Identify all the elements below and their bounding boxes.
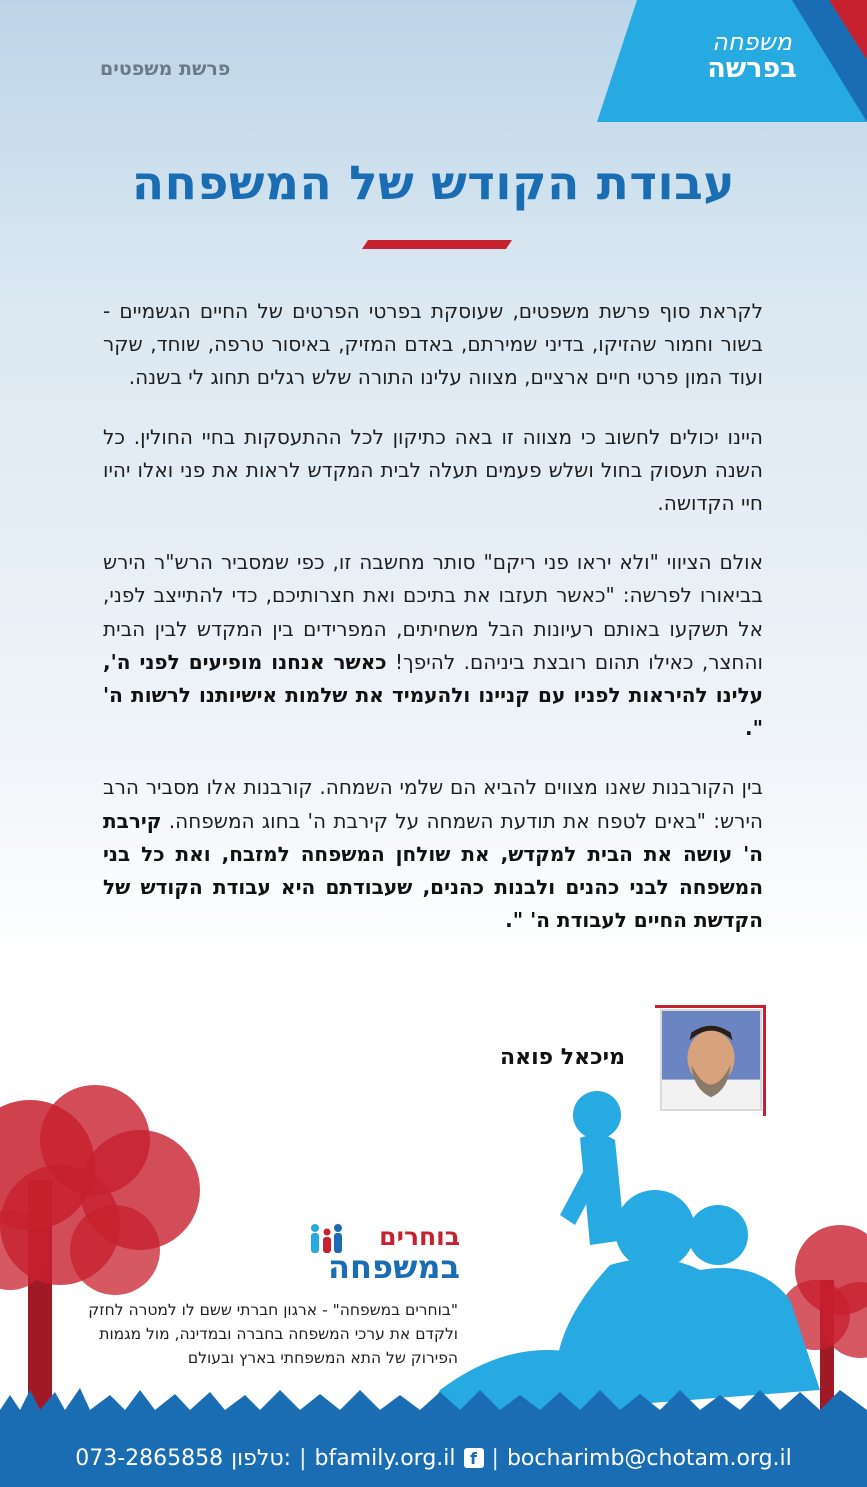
title-underline [362,240,512,249]
article-body [103,295,763,963]
parasha-label: פרשת משפטים [100,58,231,80]
paragraph-4-text: בין הקורבנות שאנו מצווים להביא הם שלמי השמחה. קורבנות אלו מסביר הרב הירש: "באים לטפח את תודעת השמחה על קירבת ה' בחוג המשפחה. [103,775,763,833]
paragraph-1: לקראת סוף פרשת משפטים, שעוסקת בפרטי הפרטים של החיים הגשמיים - בשור וחמור שהזיקו, בדיני שמירתם, באדם המזיק, באיסור טרפה, שוחד, שקר ועוד המון פרטי חיים ארציים, מצווה עלינו התורה שלש רגלים תחוג לי בשנה. [103,299,763,390]
paragraph-2: היינו יכולים לחשוב כי מצווה זו באה כתיקון לכל ההתעסקות בחיי החולין. כל השנה תעסוק בחול ושלש פעמים תעלה לבית המקדש לראות את פני ואלו יהיו חיי הקדושה. [103,424,763,516]
paragraph-3 [103,546,763,745]
paragraph-4-bold: קירבת ה' עושה את הבית למקדש, את שולחן המשפחה למזבח, ואת כל בני המשפחה לבני כהנים ולבנות כהנים, שעבודתם היא עבודת הקודש של הקדשת החיים לעבודת ה' ". [103,808,763,933]
paragraph-3-bold: כאשר אנחנו מופיעים לפני ה', עלינו להיראות לפניו עם קניינו ולהעמיד את שלמות אישיותנו לרשות ה' ". [103,649,763,741]
author-portrait-image [662,1011,760,1109]
footer-website-link[interactable]: bfamily.org.il [314,1445,456,1471]
footer-phone-label: טלפון: [231,1445,292,1471]
facebook-icon[interactable]: f [464,1448,484,1468]
page-title: עבודת הקודש של המשפחה [131,156,736,211]
brand-banner [567,0,867,122]
author-name: מיכאל פואה [500,1045,625,1070]
author-photo [660,1009,762,1111]
footer-email-link[interactable]: bocharimb@chotam.org.il [506,1445,792,1471]
paragraph-3-text: אולם הציווי "ולא יראו פני ריקם" סותר מחשבה זו, כפי שמסביר הרש"ר הירש בביאורו לפרשה: "כאשר תעזבו את בתיכם ואת חצרותיכם, כדי להתייצב לפני, אל תשקעו באותם רעיונות הבל משחיתים, המפרידים בין המקדש לבין הבית והחצר, כאילו תהום רובצת ביניהם. להיפך! [103,550,763,674]
org-logo [310,1222,460,1288]
org-logo-line2: במשפחה [328,1248,460,1286]
contact-footer [0,1429,867,1487]
org-logo-line1: בוחרים [379,1222,460,1251]
brand-line2: בפרשה [707,53,797,85]
family-silhouette [420,1091,820,1430]
footer-phone-number[interactable]: 073-2865858 [75,1445,224,1471]
brand-line1: משפחה [712,28,792,56]
org-description: "בוחרים במשפחה" - ארגון חברתי ששם לו למטרה לחזק ולקדם את ערכי המשפחה בחברה ובמדינה, מול מגמות הפירוק של התא המשפחתי בארץ ובעולם [88,1301,458,1367]
red-tree-left [0,1085,200,1430]
footer-separator-2: | [491,1445,499,1471]
footer-separator-1: | [299,1445,307,1471]
paragraph-4 [103,771,763,937]
brand-text [697,30,807,84]
